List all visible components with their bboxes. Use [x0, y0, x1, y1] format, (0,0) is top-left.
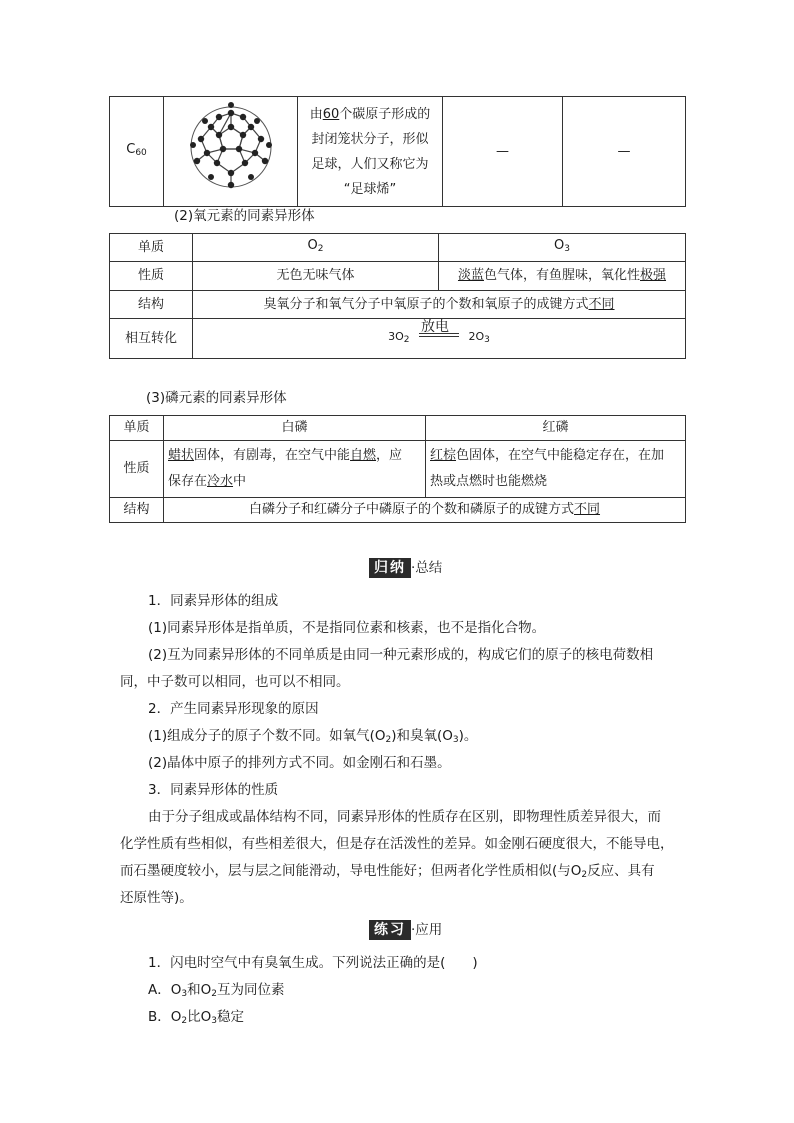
o3-symbol: $O_3$ — [439, 234, 686, 262]
practice-badge: 练习 — [369, 920, 411, 940]
phosphorus-label-property: 性质 — [110, 441, 164, 498]
summary-line-6: (1)组成分子的原子个数不同。如氧气$(O_2)$和臭氧$(O_3)$。 — [148, 728, 478, 745]
summary-line-9: 由于分子组成或晶体结构不同，同素异形体的性质存在区别，即物理性质差异很大，而 — [148, 809, 661, 825]
summary-title: 归纳 ·总结 — [369, 558, 442, 578]
o2-property: 无色无味气体 — [193, 262, 439, 291]
c60-description: 由60个碳原子形成的 封闭笼状分子，形似 足球，人们又称它为 “足球烯” — [298, 97, 443, 207]
c60-name: $C_{60}$ — [110, 97, 164, 207]
oxygen-label-property: 性质 — [110, 262, 193, 291]
o3-property: 淡蓝色气体，有鱼腥味，氧化性极强 — [439, 262, 686, 291]
red-phosphorus-property: 红棕色固体，在空气中能稳定存在，在加 热或点燃时也能燃烧 — [426, 441, 686, 498]
summary-line-10: 化学性质有些相似，有些相差很大，但是存在活泼性的差异。如金刚石硬度很大，不能导电， — [120, 836, 674, 852]
practice-title: 练习 ·应用 — [369, 920, 442, 940]
discharge-condition: 放电 — [421, 319, 449, 335]
summary-line-11: 而石墨硬度较小，层与层之间能滑动，导电性能好；但两者化学性质相似(与$O_2$反应、具有 — [120, 863, 655, 880]
summary-line-4: 同，中子数可以相同，也可以不相同。 — [120, 674, 350, 690]
summary-badge: 归纳 — [369, 558, 411, 578]
summary-line-2: (1)同素异形体是指单质，不是指同位素和核素，也不是指化合物。 — [148, 620, 546, 636]
oxygen-structure: 臭氧分子和氧气分子中氧原子的个数和氧原子的成键方式不同 — [193, 291, 686, 319]
oxygen-label-element: 单质 — [110, 234, 193, 262]
summary-line-8: 3．同素异形体的性质 — [148, 782, 279, 798]
phosphorus-structure: 白磷分子和红磷分子中磷原子的个数和磷原子的成键方式不同 — [164, 498, 686, 523]
c60-dash-1: — — [443, 97, 563, 207]
oxygen-label-structure: 结构 — [110, 291, 193, 319]
phosphorus-table — [109, 415, 686, 523]
o2-symbol: $O_2$ — [193, 234, 439, 262]
practice-question: 1．闪电时空气中有臭氧生成。下列说法正确的是( ) — [148, 955, 478, 971]
oxygen-heading: (2)氧元素的同素异形体 — [174, 208, 315, 224]
summary-line-3: (2)互为同素异形体的不同单质是由同一种元素形成的，构成它们的原子的核电荷数相 — [148, 647, 654, 663]
summary-line-12: 还原性等)。 — [120, 890, 193, 906]
oxygen-conversion: $3O_2$ 放电 $2O_3$ — [193, 319, 686, 359]
phosphorus-heading: (3)磷元素的同素异形体 — [146, 390, 287, 406]
phosphorus-label-structure: 结构 — [110, 498, 164, 523]
white-phosphorus-property: 蜡状固体，有剧毒，在空气中能自燃，应 保存在冷水中 — [164, 441, 426, 498]
summary-line-5: 2．产生同素异形现象的原因 — [148, 701, 319, 717]
practice-option-a: A．$O_3$和$O_2$互为同位素 — [148, 982, 285, 999]
phosphorus-header-white: 白磷 — [164, 416, 426, 441]
phosphorus-header-red: 红磷 — [426, 416, 686, 441]
phosphorus-header-element: 单质 — [110, 416, 164, 441]
summary-line-1: 1．同素异形体的组成 — [148, 593, 279, 609]
c60-dash-2: — — [563, 97, 686, 207]
practice-option-b: B．$O_2$比$O_3$稳定 — [148, 1009, 244, 1026]
c60-table — [109, 96, 686, 207]
oxygen-label-conversion: 相互转化 — [110, 319, 193, 359]
oxygen-table — [109, 233, 686, 359]
c60-molecule-image — [164, 97, 298, 207]
fullerene-icon — [181, 97, 281, 197]
summary-line-7: (2)晶体中原子的排列方式不同。如金刚石和石墨。 — [148, 755, 451, 771]
